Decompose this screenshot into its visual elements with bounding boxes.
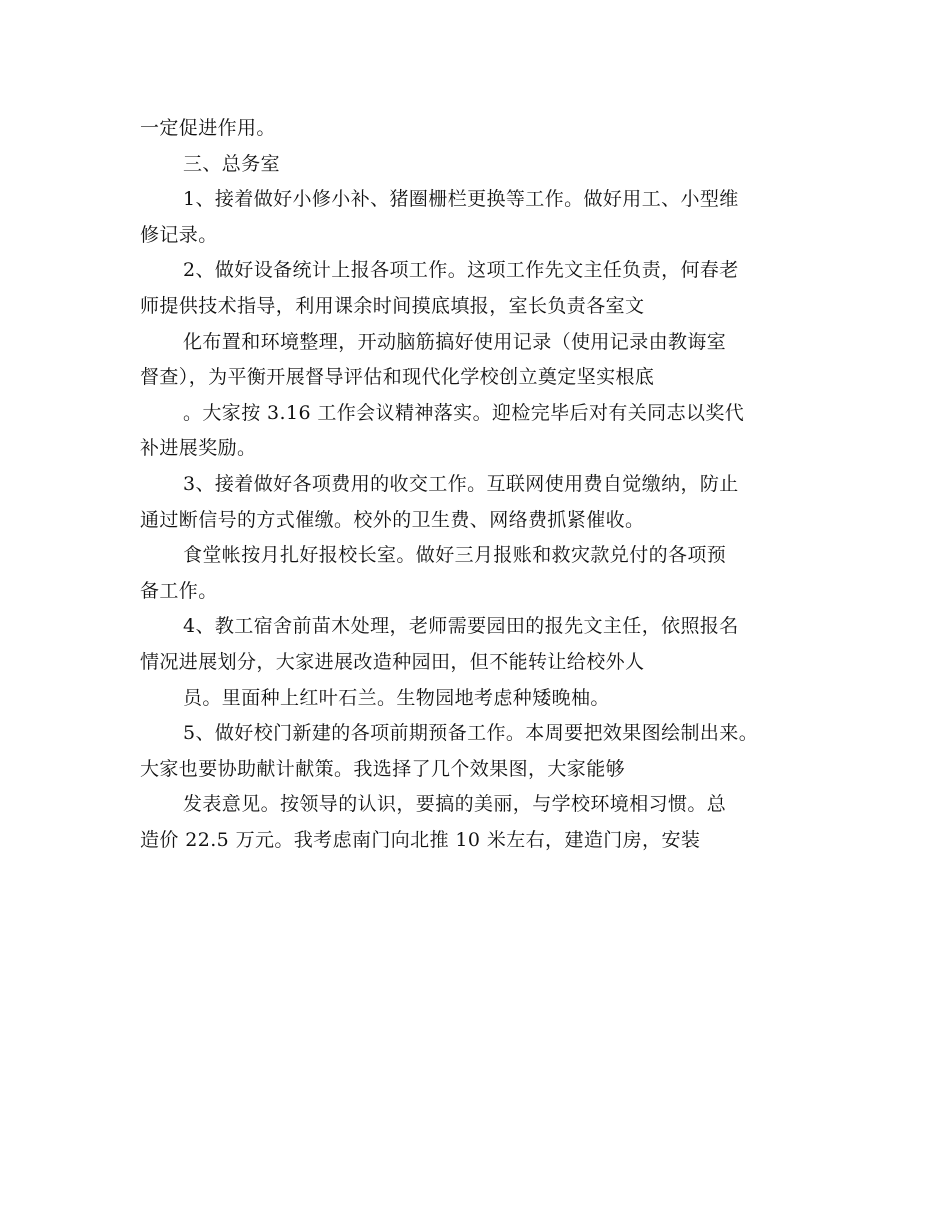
text-line: 修记录。 xyxy=(140,223,218,246)
text-line: 造价 22.5 万元。我考虑南门向北推 10 米左右，建造门房，安装 xyxy=(140,828,701,851)
text-line: 食堂帐按月扎好报校长室。做好三月报账和救灾款兑付的各项预 xyxy=(183,544,727,567)
text-line: 大家也要协助献计献策。我选择了几个效果图，大家能够 xyxy=(140,757,626,780)
text-line: 发表意见。按领导的认识，要搞的美丽，与学校环境相习惯。总 xyxy=(183,793,727,816)
text-line: 通过断信号的方式催缴。校外的卫生费、网络费抓紧催收。 xyxy=(140,508,645,531)
text-line: 三、总务室 xyxy=(183,152,281,175)
text-line: 4、教工宿舍前苗木处理，老师需要园田的报先文主任，依照报名 xyxy=(183,615,739,638)
text-line: 员。里面种上红叶石兰。生物园地考虑种矮晚柚。 xyxy=(183,686,610,709)
text-line: 2、做好设备统计上报各项工作。这项工作先文主任负责，何春老 xyxy=(183,259,739,282)
text-line: 补进展奖励。 xyxy=(140,437,257,460)
text-line: 。大家按 3.16 工作会议精神落实。迎检完毕后对有关同志以奖代 xyxy=(183,401,745,424)
text-line: 化布置和环境整理，开动脑筋搞好使用记录（使用记录由教诲室 xyxy=(183,330,727,353)
text-line: 备工作。 xyxy=(140,579,218,602)
text-line: 3、接着做好各项费用的收交工作。互联网使用费自觉缴纳，防止 xyxy=(183,472,739,495)
text-line: 师提供技术指导，利用课余时间摸底填报，室长负责各室文 xyxy=(140,294,645,317)
text-line: 情况进展划分，大家进展改造种园田，但不能转让给校外人 xyxy=(140,650,645,673)
text-line: 5、做好校门新建的各项前期预备工作。本周要把效果图绘制出来。 xyxy=(183,722,759,745)
document-body xyxy=(140,111,820,858)
text-line: 1、接着做好小修小补、猪圈栅栏更换等工作。做好用工、小型维 xyxy=(183,188,739,211)
text-line: 一定促进作用。 xyxy=(140,117,276,139)
text-line: 督查），为平衡开展督导评估和现代化学校创立奠定坚实根底 xyxy=(140,366,655,389)
